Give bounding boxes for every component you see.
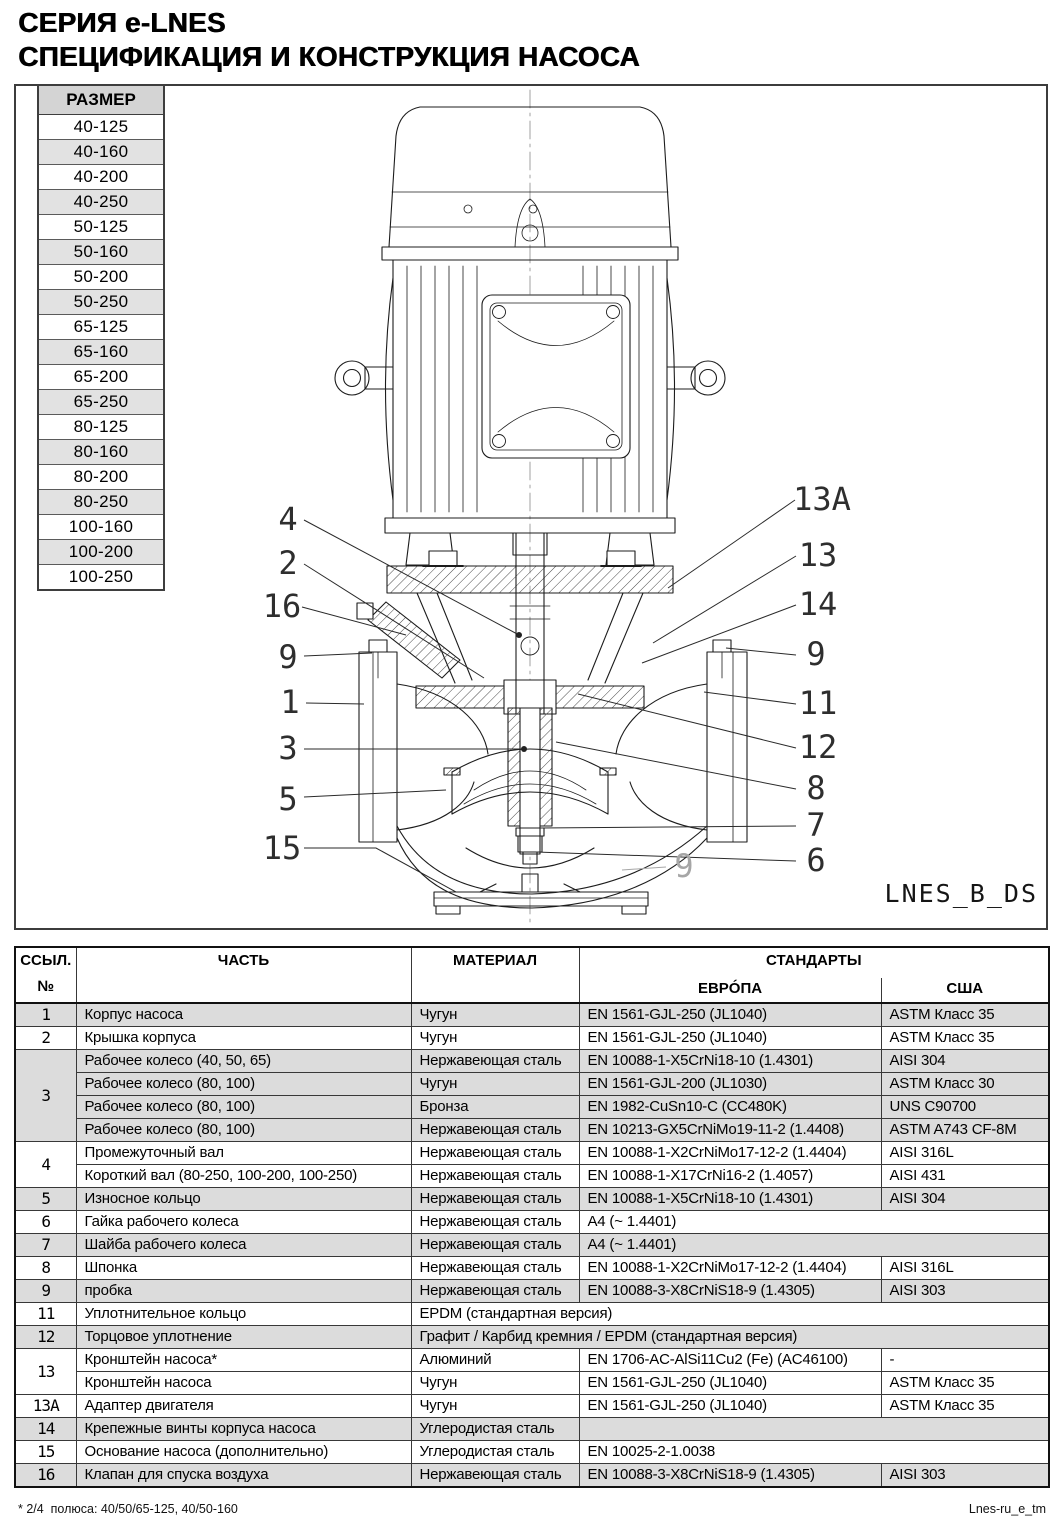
standard-usa-cell: AISI 304 [881,1188,1049,1211]
ref-cell: 1 [15,1003,76,1027]
callout-leader-line [304,848,456,892]
material-cell: Нержавеющая сталь [411,1050,579,1073]
callout-dot [521,746,527,752]
ref-cell: 15 [15,1441,76,1464]
parts-row [15,1326,1049,1349]
standard-usa-cell: ASTM Класс 35 [881,1372,1049,1395]
size-row: 40-125 [39,115,163,140]
part-cell: Шпонка [76,1257,411,1280]
parts-row [15,1349,1049,1372]
col-header-europe: ЕВРÓПА [579,978,881,1003]
material-cell: Углеродистая сталь [411,1418,579,1441]
part-cell: Износное кольцо [76,1188,411,1211]
size-row: 80-200 [39,465,163,490]
callout-leader-line [578,694,796,748]
ref-cell: 13A [15,1395,76,1418]
standard-europe-cell: EN 10088-3-X8CrNiS18-9 (1.4305) [579,1280,881,1303]
standard-europe-cell: EN 10213-GX5CrNiMo19-11-2 (1.4408) [579,1119,881,1142]
standard-usa-cell: AISI 303 [881,1464,1049,1488]
size-row: 50-250 [39,290,163,315]
material-cell: EPDM (стандартная версия) [411,1303,1049,1326]
callout-number: 9 [278,638,298,676]
standard-europe-cell [579,1418,1049,1441]
callout-number: 2 [278,544,298,582]
size-row: 100-160 [39,515,163,540]
parts-row [15,1188,1049,1211]
wear-ring-left [444,768,460,775]
standard-usa-cell: AISI 431 [881,1165,1049,1188]
col-header-material: МАТЕРИАЛ [411,947,579,1003]
drawing-code-label: LNES_B_DS [884,879,1038,908]
size-row: 80-160 [39,440,163,465]
standard-europe-cell: EN 10088-3-X8CrNiS18-9 (1.4305) [579,1464,881,1488]
size-row: 40-250 [39,190,163,215]
size-row: 65-125 [39,315,163,340]
ref-cell: 9 [15,1280,76,1303]
material-cell: Нержавеющая сталь [411,1119,579,1142]
part-cell: Гайка рабочего колеса [76,1211,411,1234]
parts-row [15,1096,1049,1119]
standard-europe-cell: EN 1561-GJL-250 (JL1040) [579,1395,881,1418]
size-row: 100-200 [39,540,163,565]
callout-number: 9 [674,847,694,885]
callout-leader-line [536,852,796,861]
ref-cell: 2 [15,1027,76,1050]
callout-leader-line [304,653,372,656]
callout-number: 13A [793,480,851,518]
callout-number: 15 [262,829,302,867]
part-cell: Шайба рабочего колеса [76,1234,411,1257]
col-header-usa: США [881,978,1049,1003]
ref-cell: 4 [15,1142,76,1188]
ref-cell: 11 [15,1303,76,1326]
part-cell: Промежуточный вал [76,1142,411,1165]
standard-europe-cell: EN 1561-GJL-200 (JL1030) [579,1073,881,1096]
material-cell: Нержавеющая сталь [411,1211,579,1234]
standard-usa-cell: AISI 304 [881,1050,1049,1073]
size-table-rows [39,115,163,589]
standard-europe-cell: EN 1561-GJL-250 (JL1040) [579,1372,881,1395]
document-code: Lnes-ru_e_tm [968,1502,1046,1516]
parts-row [15,1372,1049,1395]
part-cell: Короткий вал (80-250, 100-200, 100-250) [76,1165,411,1188]
part-cell: Уплотнительное кольцо [76,1303,411,1326]
callout-leader-line [668,500,795,588]
part-cell: Торцовое уплотнение [76,1326,411,1349]
size-row: 100-250 [39,565,163,589]
standard-usa-cell: ASTM Класс 30 [881,1073,1049,1096]
parts-row [15,1257,1049,1280]
standard-europe-cell: EN 10088-1-X17CrNi16-2 (1.4057) [579,1165,881,1188]
callout-number: 16 [262,587,302,625]
standard-europe-cell: A4 (~ 1.4401) [579,1211,1049,1234]
standard-usa-cell: ASTM Класс 35 [881,1003,1049,1027]
size-row: 50-125 [39,215,163,240]
material-cell: Нержавеющая сталь [411,1464,579,1488]
impeller [444,708,616,864]
col-header-ref-line2: № [37,978,55,995]
callout-number: 4 [278,500,298,538]
part-cell: Рабочее колесо (80, 100) [76,1073,411,1096]
callout-number: 14 [798,585,838,623]
standard-europe-cell: A4 (~ 1.4401) [579,1234,1049,1257]
size-row: 80-250 [39,490,163,515]
ref-cell: 8 [15,1257,76,1280]
size-table-header: РАЗМЕР [39,86,163,115]
parts-table-header [15,947,1049,1003]
callout-leader-line [642,605,796,663]
material-cell: Нержавеющая сталь [411,1165,579,1188]
material-cell: Нержавеющая сталь [411,1188,579,1211]
callout-number: 13 [798,536,838,574]
callout-number: 3 [278,729,298,767]
size-row: 50-200 [39,265,163,290]
part-cell: Рабочее колесо (40, 50, 65) [76,1050,411,1073]
callout-number: 7 [806,806,826,844]
parts-row [15,1003,1049,1027]
parts-row [15,1073,1049,1096]
standard-europe-cell: EN 10088-1-X5CrNi18-10 (1.4301) [579,1188,881,1211]
standard-usa-cell: ASTM Класс 35 [881,1395,1049,1418]
part-cell: Крепежные винты корпуса насоса [76,1418,411,1441]
material-cell: Алюминий [411,1349,579,1372]
standard-europe-cell: EN 10088-1-X2CrNiMo17-12-2 (1.4404) [579,1257,881,1280]
parts-row [15,1119,1049,1142]
material-cell: Чугун [411,1372,579,1395]
size-row: 65-200 [39,365,163,390]
parts-row [15,1418,1049,1441]
parts-row [15,1142,1049,1165]
size-row: 80-125 [39,415,163,440]
standard-europe-cell: EN 1982-CuSn10-C (CC480K) [579,1096,881,1119]
standard-usa-cell: ASTM Класс 35 [881,1027,1049,1050]
parts-row [15,1027,1049,1050]
size-row: 65-160 [39,340,163,365]
material-cell: Бронза [411,1096,579,1119]
callout-number: 1 [280,683,300,721]
lifting-eye-right [667,361,725,395]
parts-table-body [15,1003,1049,1487]
callout-number: 8 [806,769,826,807]
material-cell: Нержавеющая сталь [411,1257,579,1280]
part-cell: Кронштейн насоса* [76,1349,411,1372]
ref-cell: 16 [15,1464,76,1488]
parts-row [15,1464,1049,1488]
part-cell: Рабочее колесо (80, 100) [76,1096,411,1119]
material-cell: Нержавеющая сталь [411,1142,579,1165]
footnote: * 2/4 полюса: 40/50/65-125, 40/50-160 [18,1502,238,1516]
material-cell: Углеродистая сталь [411,1441,579,1464]
part-cell: Крышка корпуса [76,1027,411,1050]
callout-number: 9 [806,635,826,673]
callout-number: 11 [798,684,838,722]
parts-row [15,1441,1049,1464]
material-cell: Графит / Карбид кремния / EPDM (стандартная версия) [411,1326,1049,1349]
part-cell: Кронштейн насоса [76,1372,411,1395]
part-cell: Рабочее колесо (80, 100) [76,1119,411,1142]
part-cell: Корпус насоса [76,1003,411,1027]
callout-number: 5 [278,780,298,818]
suction-flange-left [359,640,397,842]
material-cell: Чугун [411,1027,579,1050]
col-header-ref-line1: ССЫЛ. [20,952,72,969]
discharge-flange-right [707,640,747,842]
parts-row [15,1211,1049,1234]
callout-dot [516,632,522,638]
col-header-ref [15,947,76,1003]
callout-leader-line [622,867,666,870]
page-title [18,6,640,74]
callout-leader-line [653,556,796,643]
ref-cell: 3 [15,1050,76,1142]
terminal-box [482,295,630,458]
material-cell: Нержавеющая сталь [411,1280,579,1303]
parts-table [14,946,1050,1488]
material-cell: Чугун [411,1073,579,1096]
size-row: 50-160 [39,240,163,265]
standard-usa-cell: AISI 316L [881,1257,1049,1280]
standard-europe-cell: EN 10088-1-X5CrNi18-10 (1.4301) [579,1050,881,1073]
material-cell: Чугун [411,1003,579,1027]
part-cell: Основание насоса (дополнительно) [76,1441,411,1464]
standard-europe-cell: EN 1561-GJL-250 (JL1040) [579,1027,881,1050]
material-cell: Нержавеющая сталь [411,1234,579,1257]
parts-row [15,1234,1049,1257]
callout-leader-line [304,790,446,797]
callout-leader-line [306,703,364,704]
col-header-part: ЧАСТЬ [76,947,411,1003]
standard-europe-cell: EN 1706-AC-AlSi11Cu2 (Fe) (AC46100) [579,1349,881,1372]
ref-cell: 6 [15,1211,76,1234]
size-row: 40-200 [39,165,163,190]
ref-cell: 7 [15,1234,76,1257]
standard-europe-cell: EN 10025-2-1.0038 [579,1441,1049,1464]
ref-cell: 14 [15,1418,76,1441]
callout-leader-line [704,692,796,704]
standard-usa-cell: AISI 303 [881,1280,1049,1303]
size-table [37,84,165,591]
col-header-standards: СТАНДАРТЫ [579,947,1049,978]
callout-leader-line [540,826,796,828]
size-row: 40-160 [39,140,163,165]
standard-usa-cell: AISI 316L [881,1142,1049,1165]
pump-technical-drawing [16,86,1046,928]
standard-usa-cell: - [881,1349,1049,1372]
parts-row [15,1050,1049,1073]
standard-usa-cell: UNS C90700 [881,1096,1049,1119]
parts-row [15,1280,1049,1303]
ref-cell: 12 [15,1326,76,1349]
part-cell: Клапан для спуска воздуха [76,1464,411,1488]
part-cell: Адаптер двигателя [76,1395,411,1418]
callout-number: 6 [806,841,826,879]
size-row: 65-250 [39,390,163,415]
parts-row [15,1395,1049,1418]
page-title-line1: СЕРИЯ e-LNES [18,7,226,38]
drawing-frame [14,84,1048,930]
standard-europe-cell: EN 10088-1-X2CrNiMo17-12-2 (1.4404) [579,1142,881,1165]
standard-europe-cell: EN 1561-GJL-250 (JL1040) [579,1003,881,1027]
wear-ring-right [600,768,616,775]
part-cell: пробка [76,1280,411,1303]
parts-row [15,1165,1049,1188]
standard-usa-cell: ASTM A743 CF-8M [881,1119,1049,1142]
ref-cell: 13 [15,1349,76,1395]
callout-number: 12 [798,728,838,766]
page-title-line2: СПЕЦИФИКАЦИЯ И КОНСТРУКЦИЯ НАСОСА [18,41,640,72]
lifting-eye-left [335,361,393,395]
material-cell: Чугун [411,1395,579,1418]
callout-leader-line [556,742,796,789]
parts-row [15,1303,1049,1326]
ref-cell: 5 [15,1188,76,1211]
